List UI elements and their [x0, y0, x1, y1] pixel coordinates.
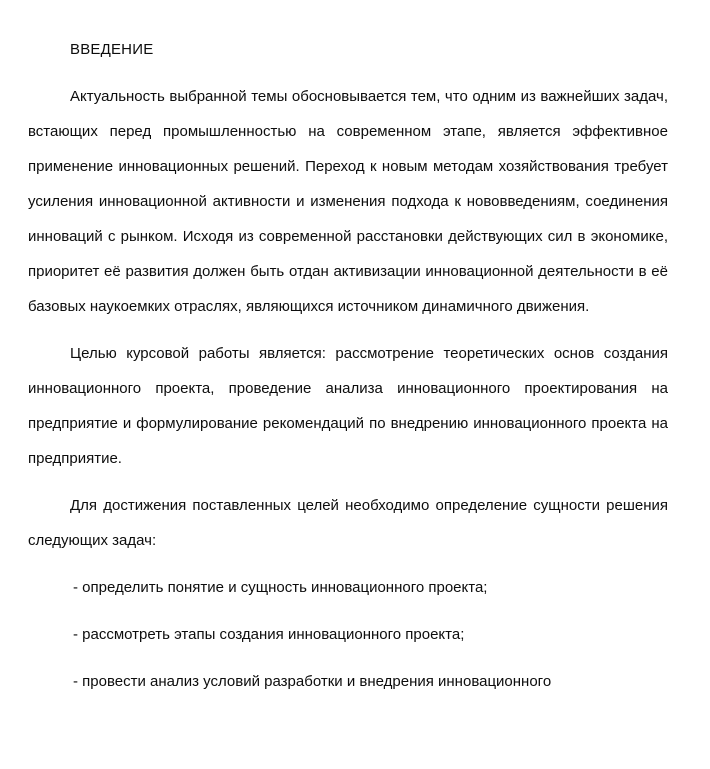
list-item: - определить понятие и сущность инновационного проекта;: [73, 579, 488, 596]
paragraph-relevance: Актуальность выбранной темы обосновывается тем, что одним из важнейших задач, встающих перед промышленностью на современном этапе, является эффективное применение инновационных решений. Переход к новым методам хозяйствования требует усиления инновационной активности и изменения подхода к нововведениям, соединения инноваций с рынком. Исходя из современной расстановки действующих сил в экономике, приоритет её развития должен быть отдан активизации инновационной деятельности в её базовых наукоемких отраслях, являющихся источником динамичного движения.: [28, 88, 668, 315]
list-item: - рассмотреть этапы создания инновационного проекта;: [73, 626, 465, 643]
document-text-body: [28, 0, 668, 699]
list-item: - провести анализ условий разработки и внедрения инновационного: [73, 673, 552, 690]
page-title: ВВЕДЕНИЕ: [70, 41, 154, 58]
paragraph-tasks-intro: Для достижения поставленных целей необходимо определение сущности решения следующих задач:: [28, 497, 668, 549]
paragraph-objective: Целью курсовой работы является: рассмотрение теоретических основ создания инновационного проекта, проведение анализа инновационного проектирования на предприятие и формулирование рекомендаций по внедрению инновационного проекта на предприятие.: [28, 345, 668, 467]
